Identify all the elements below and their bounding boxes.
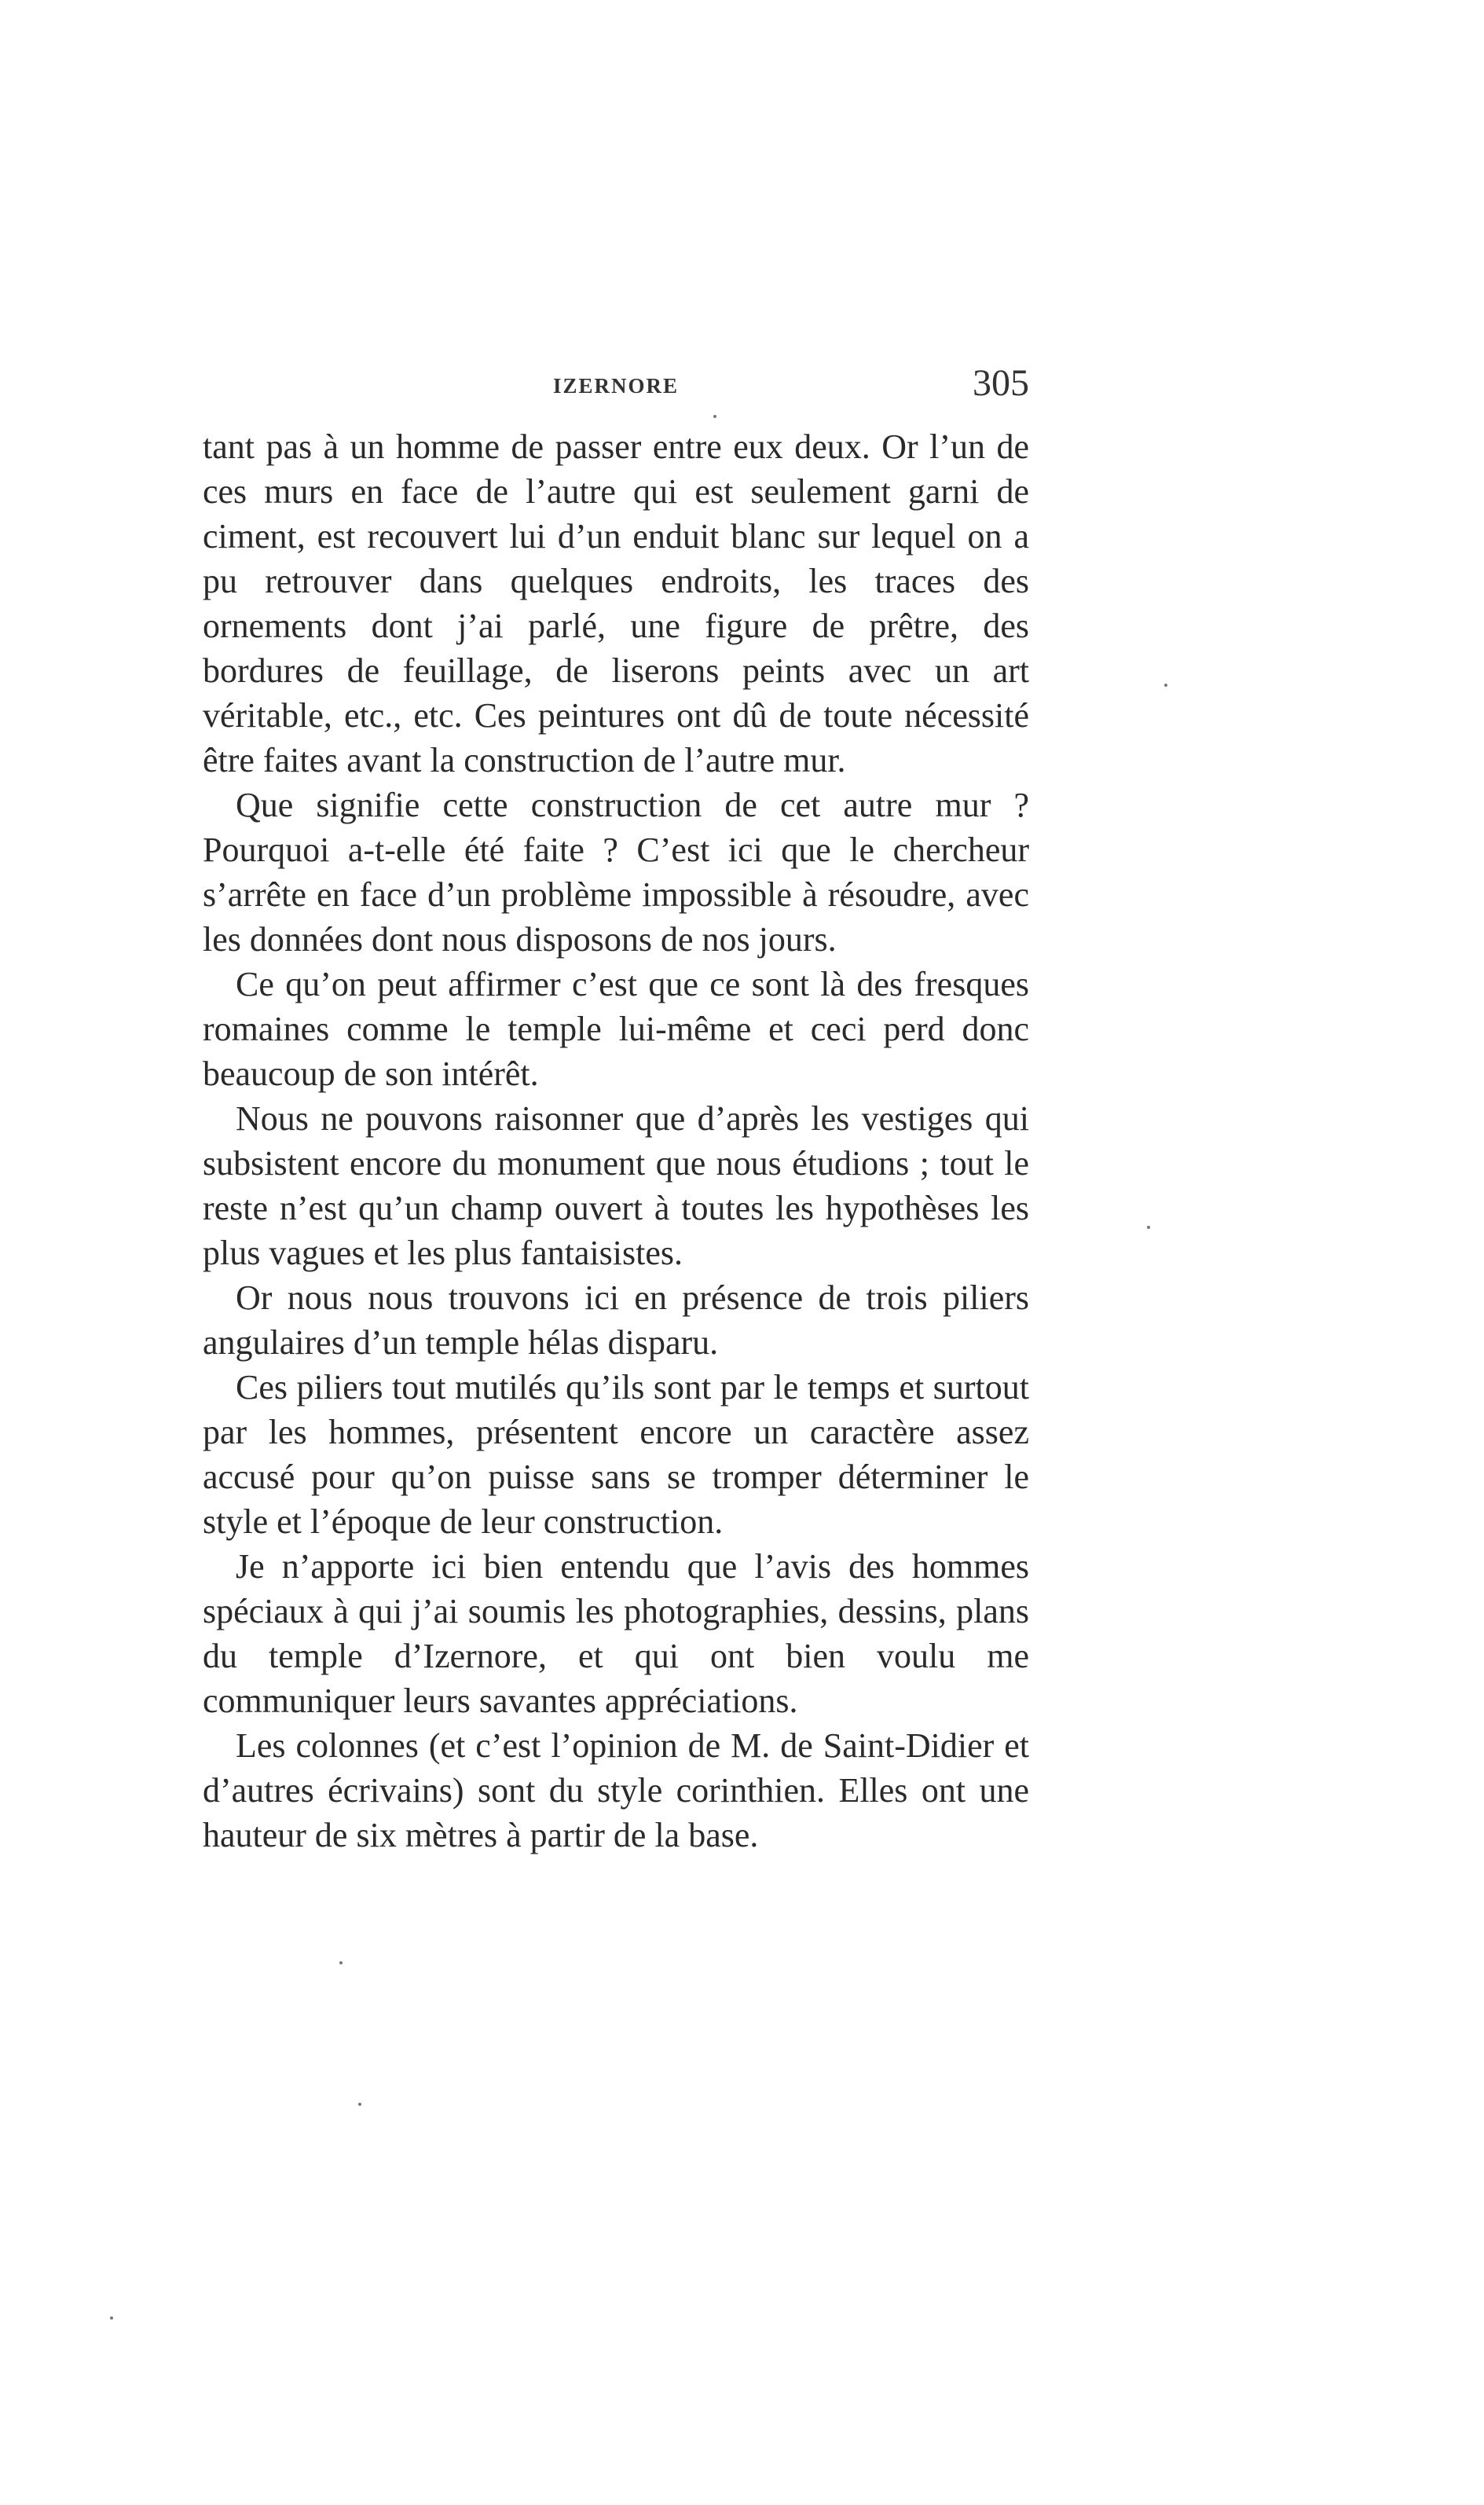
running-title: IZERNORE <box>552 374 680 398</box>
paragraph-4: Nous ne pouvons raisonner que d’après les vestiges qui subsistent encore du monument que nous étudions ; tout le reste n’est qu’un champ ouvert à toutes les hypothèses les plus vagues et les plus fantaisistes. <box>203 1099 1029 1272</box>
paragraph-7: Je n’apporte ici bien entendu que l’avis des hommes spéciaux à qui j’ai soumis les photographies, dessins, plans du temple d’Izernore, et qui ont bien voulu me communiquer leurs savantes appréciations. <box>203 1547 1029 1720</box>
paper-speck <box>339 1961 343 1964</box>
paper-speck <box>1147 1226 1150 1229</box>
paper-speck <box>110 2316 113 2320</box>
paper-speck <box>358 2103 361 2106</box>
page-number: 305 <box>973 362 1029 404</box>
body-text <box>203 424 1029 1858</box>
paragraph-5: Or nous nous trouvons ici en présence de trois piliers angulaires d’un temple hélas disparu. <box>203 1278 1029 1362</box>
paragraph-8: Les colonnes (et c’est l’opinion de M. de Saint-Didier et d’autres écrivains) sont du style corinthien. Elles ont une hauteur de six mètres à partir de la base. <box>203 1726 1029 1854</box>
paragraph-2: Que signifie cette construction de cet autre mur ? Pourquoi a-t-elle été faite ? C’est ici que le chercheur s’arrête en face d’un problème impossible à résoudre, avec les données dont nous disposons de nos jours. <box>203 786 1029 959</box>
running-head <box>203 361 1029 416</box>
paper-speck <box>713 415 716 418</box>
paper-speck <box>1164 684 1167 687</box>
paragraph-1: tant pas à un homme de passer entre eux deux. Or l’un de ces murs en face de l’autre qui est seulement garni de ciment, est recouvert lui d’un enduit blanc sur lequel on a pu retrouver dans quelques endroits, les traces des ornements dont j’ai parlé, une figure de prêtre, des bordures de feuillage, de liserons peints avec un art véritable, etc., etc. Ces peintures ont dû de toute nécessité être faites avant la construction de l’autre mur. <box>203 427 1029 779</box>
paragraph-3: Ce qu’on peut affirmer c’est que ce sont là des fresques romaines comme le temple lui-même et ceci perd donc beaucoup de son intérêt. <box>203 965 1029 1093</box>
paragraph-6: Ces piliers tout mutilés qu’ils sont par le temps et surtout par les hommes, présentent encore un caractère assez accusé pour qu’on puisse sans se tromper déterminer le style et l’époque de leur construction. <box>203 1368 1029 1541</box>
